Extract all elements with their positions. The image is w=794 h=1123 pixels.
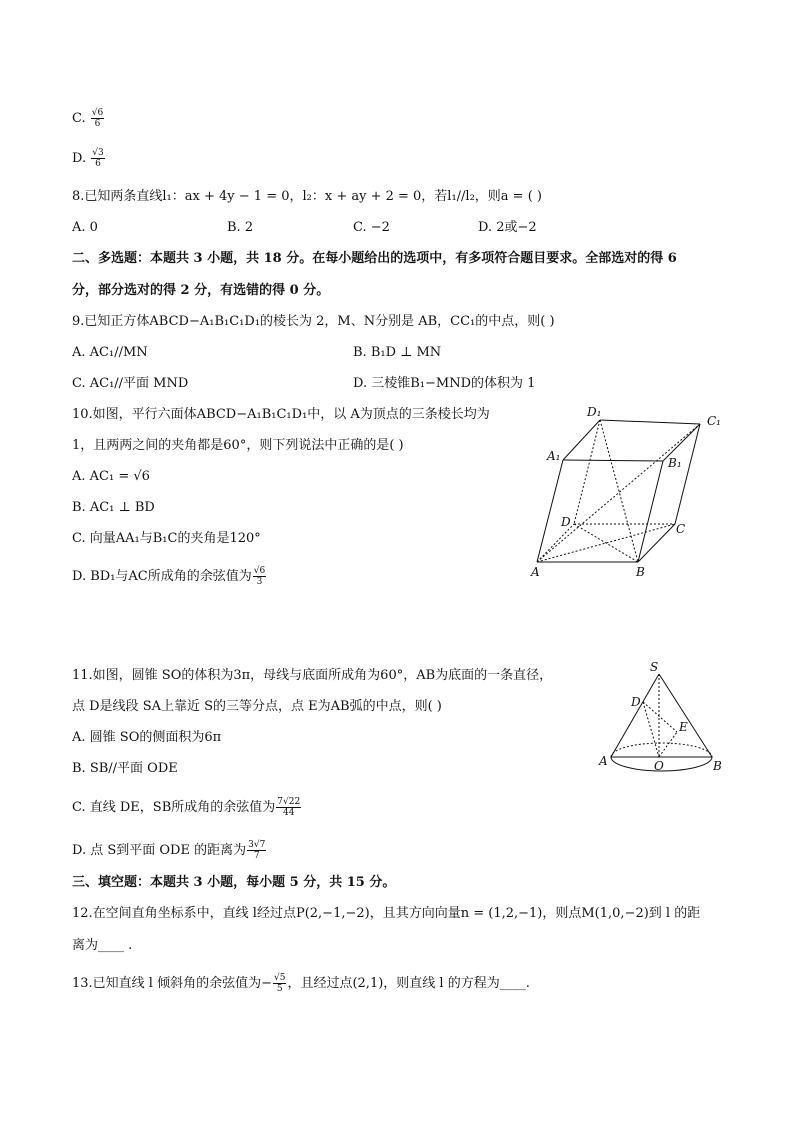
- q7-option-c-fraction: $\frac{√6}{6}$: [91, 108, 104, 129]
- edge-b-c: [638, 524, 675, 562]
- generatrix-s-a: [611, 674, 659, 757]
- q10-option-c: C. 向量AA₁与B₁C的夹角是120°: [72, 531, 261, 546]
- label-e: E: [679, 720, 688, 734]
- diagonal-d1-b: [600, 420, 638, 562]
- q9-option-d: D. 三棱锥B₁−MND的体积为 1: [353, 376, 536, 391]
- generatrix-s-b: [659, 674, 712, 757]
- label-d: D: [631, 695, 641, 709]
- base-back-arc: [611, 743, 712, 757]
- edge-d1-a1: [563, 420, 600, 460]
- q11-option-a: A. 圆锥 SO的侧面积为6π: [72, 730, 222, 745]
- section-2-heading-line1: 二、多选题：本题共 3 小题，共 18 分。在每小题给出的选项中，有多项符合题目要求。全部选对的得 6: [72, 251, 677, 266]
- q11-option-c: C. 直线 DE，SB所成角的余弦值为 $\frac{7√22}{44}$: [72, 797, 301, 818]
- q10-stem-line2: 1，且两两之间的夹角都是60°，则下列说法中正确的是( ): [72, 438, 404, 453]
- q11-option-d-fraction: $\frac{3√7}{7}$: [248, 840, 266, 861]
- q11-cone-figure: [595, 660, 730, 780]
- q9-option-b: B. B₁D ⊥ MN: [353, 345, 442, 360]
- q9-option-c: C. AC₁//平面 MND: [72, 376, 189, 391]
- q7-option-d: D. $\frac{√3}{6}$: [72, 148, 104, 169]
- label-a: A: [599, 754, 608, 768]
- q9-stem: 9.已知正方体ABCD−A₁B₁C₁D₁的棱长为 2，M、N分别是 AB，CC₁的中点，则( ): [72, 314, 555, 329]
- q12-line1: 12.在空间直角坐标系中，直线 l经过点P(2,−1,−2)，且其方向向量n = (1,2,−1)，则点M(1,0,−2)到 l 的距: [72, 906, 701, 921]
- q11-option-b: B. SB//平面 ODE: [72, 761, 178, 776]
- edge-b1-b: [638, 461, 663, 562]
- q10-stem-line1: 10.如图，平行六面体ABCD−A₁B₁C₁D₁中，以 A为顶点的三条棱长均为: [72, 407, 490, 422]
- diagonal-d-b: [574, 524, 638, 562]
- q8-option-c: C. −2: [353, 220, 390, 235]
- label-a: A: [531, 565, 540, 579]
- edge-a1-b1: [563, 460, 663, 461]
- label-b1: B₁: [668, 456, 682, 470]
- q10-option-d-fraction: $\frac{√6}{3}$: [253, 566, 266, 587]
- segment-o-e: [659, 732, 677, 757]
- q11-option-c-fraction: $\frac{7√22}{44}$: [277, 797, 301, 818]
- edge-d1-c1: [600, 420, 700, 424]
- label-o: O: [654, 759, 664, 773]
- edge-a1-a: [537, 460, 563, 562]
- hidden-edge-d1-d: [574, 420, 600, 524]
- section-2-heading-line2: 分，部分选对的得 2 分，有选错的得 0 分。: [72, 283, 330, 298]
- segment-d-e: [643, 702, 677, 732]
- q9-option-a: A. AC₁//MN: [72, 345, 148, 360]
- edge-c1-c: [675, 424, 700, 524]
- label-c1: C₁: [707, 414, 721, 428]
- q11-stem-line1: 11.如图，圆锥 SO的体积为3π，母线与底面所成角为60°，AB为底面的一条直径，: [72, 668, 553, 683]
- q8-option-d: D. 2或−2: [478, 220, 537, 235]
- label-c: C: [676, 522, 686, 536]
- q8-option-b: B. 2: [227, 220, 254, 235]
- q13-stem: 13.已知直线 l 倾斜角的余弦值为− $\frac{√5}{5}$ ，且经过点(2,1)，则直线 l 的方程为____.: [72, 973, 530, 994]
- section-3-heading: 三、填空题：本题共 3 小题，每小题 5 分，共 15 分。: [72, 875, 396, 890]
- label-d: D: [561, 515, 571, 529]
- q12-line2: 离为____ .: [72, 938, 133, 953]
- q10-parallelepiped-figure: [525, 400, 725, 580]
- label-b: B: [636, 565, 645, 579]
- q8-option-a: A. 0: [72, 220, 98, 235]
- q11-option-d: D. 点 S到平面 ODE 的距离为 $\frac{3√7}{7}$: [72, 840, 266, 861]
- q11-stem-line2: 点 D是线段 SA上靠近 S的三等分点，点 E为AB弧的中点，则( ): [72, 699, 442, 714]
- q10-option-d: D. BD₁与AC所成角的余弦值为 $\frac{√6}{3}$: [72, 566, 266, 587]
- diagonal-a-c1: [537, 424, 700, 562]
- q8-stem: 8.已知两条直线l₁：ax + 4y − 1 = 0，l₂：x + ay + 2 = 0，若l₁//l₂，则a = ( ): [72, 189, 542, 204]
- label-a1: A₁: [547, 449, 561, 463]
- label-b: B: [713, 759, 722, 773]
- label-d1: D₁: [587, 405, 602, 419]
- hidden-edge-a-d: [537, 524, 574, 562]
- q7-option-d-fraction: $\frac{√3}{6}$: [92, 148, 104, 169]
- segment-d-o: [643, 702, 659, 757]
- q10-option-b: B. AC₁ ⊥ BD: [72, 500, 155, 515]
- q10-option-a: A. AC₁ = √6: [72, 469, 150, 484]
- q7-option-c: C. $\frac{√6}{6}$: [72, 108, 104, 129]
- q13-fraction: $\frac{√5}{5}$: [274, 973, 286, 994]
- label-s: S: [650, 660, 659, 674]
